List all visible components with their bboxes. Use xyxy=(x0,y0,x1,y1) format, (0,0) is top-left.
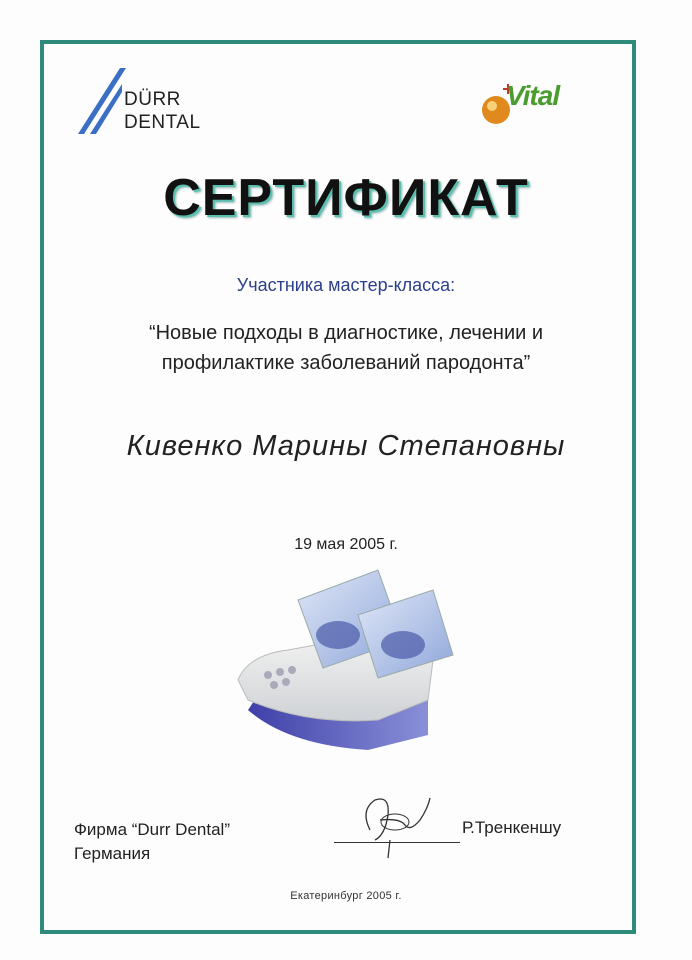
firm-country: Германия xyxy=(74,844,151,863)
course-name xyxy=(0,318,692,378)
durr-logo-line2: DENTAL xyxy=(124,112,201,133)
durr-dental-logo-mark xyxy=(76,66,126,138)
course-line-2: профилактике заболеваний пародонта” xyxy=(161,352,531,374)
vital-logo xyxy=(478,80,578,130)
signature-image xyxy=(350,790,440,860)
recipient-name: Кивенко Марины Степановны xyxy=(126,430,566,462)
durr-dental-logo xyxy=(76,66,206,138)
certificate-subtitle: Участника мастер-класса: xyxy=(236,275,456,295)
firm-name: Фирма “Durr Dental” xyxy=(74,820,230,839)
course-line-1: “Новые подходы в диагностике, лечении и xyxy=(148,322,544,344)
certificate-date: 19 мая 2005 г. xyxy=(294,536,398,553)
durr-logo-line1: DÜRR xyxy=(124,89,181,110)
city-year: Екатеринбург 2005 г. xyxy=(290,890,402,902)
dental-device-image xyxy=(228,560,468,760)
certificate-title: СЕРТИФИКАТ xyxy=(163,169,529,227)
signer-name: Р.Тренкеншу xyxy=(462,818,562,837)
vital-logo-text: Vital xyxy=(506,80,560,111)
issuer-firm xyxy=(74,818,230,866)
